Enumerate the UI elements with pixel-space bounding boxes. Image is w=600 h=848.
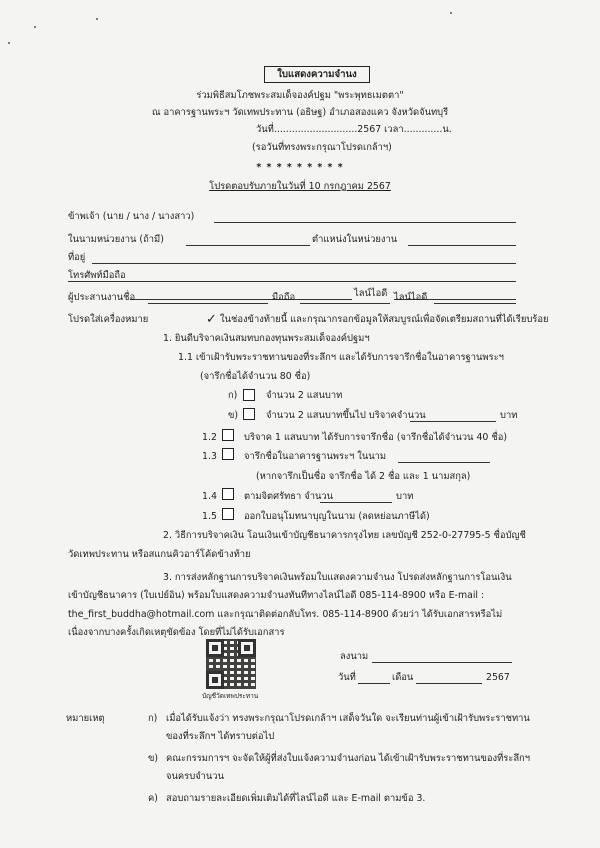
- form-title: ใบแสดงความจำนง: [264, 66, 370, 83]
- signature-field[interactable]: [372, 662, 512, 663]
- section-3-line-4: เนื่องจากบางครั้งเกิดเหตุขัดข้อง โดยที่ไม่ได้รับเอกสาร: [68, 627, 285, 638]
- sign-month-label: เดือน: [392, 672, 414, 683]
- star-divider: * * * * * * * * *: [256, 162, 344, 173]
- coordinator-name-field[interactable]: [148, 303, 268, 304]
- section-2-line-1: 2. วิธีการบริจาคเงิน โอนเงินเข้าบัญชีธนาคารกรุงไทย เลขบัญชี 252-0-27795-5 ชื่อบัญชี: [163, 530, 526, 541]
- remark-b-line-1: คณะกรรมการฯ จะจัดให้ผู้ที่ส่งใบแจ้งความจำนงก่อน ได้เข้าเฝ้ารับพระราชทานของที่ระลึกฯ: [166, 753, 530, 764]
- instruction-text: ในช่องข้างท้ายนี้ และกรุณากรอกข้อมูลให้สมบูรณ์เพื่อจัดเตรียมสถานที่ได้เรียบร้อย: [220, 314, 549, 325]
- name-field[interactable]: [214, 222, 516, 223]
- mobile-field[interactable]: [130, 299, 352, 300]
- section-1-heading: 1. ยินดีบริจาคเงินสมทบกองทุนพระสมเด็จองค์ปฐมฯ: [163, 333, 370, 344]
- section-2-line-2: วัดเทพประทาน หรือสแกนคิวอาร์โค้ดข้างท้าย: [68, 549, 251, 560]
- bank-qr-code: [206, 639, 256, 689]
- coordinator-line-field[interactable]: [434, 303, 516, 304]
- section-1-5-number: 1.5: [202, 511, 217, 522]
- position-field[interactable]: [408, 245, 516, 246]
- section-1-3-note: (หากจารึกเป็นชื่อ จารึกชื่อ ได้ 2 ชื่อ และ 1 นามสกุล): [256, 471, 471, 482]
- section-1-2-text: บริจาค 1 แสนบาท ได้รับการจารึกชื่อ (จารึกชื่อได้จำนวน 40 ชื่อ): [244, 432, 507, 443]
- section-1-4-text: ตามจิตศรัทธา จำนวน: [244, 491, 334, 502]
- section-3-line-1: 3. การส่งหลักฐานการบริจาคเงินพร้อมใบแสดงความจำนง โปรดส่งหลักฐานการโอนเงิน: [163, 572, 512, 583]
- check-mark-icon: ✓: [206, 312, 217, 327]
- scan-speck: [450, 12, 452, 14]
- remark-a-label: ก): [148, 713, 158, 724]
- mobile-label: โทรศัพท์มือถือ: [68, 270, 126, 281]
- section-1-4-amount-field[interactable]: [320, 502, 392, 503]
- option-a-label: ก): [228, 390, 238, 401]
- section-1-3-number: 1.3: [202, 451, 217, 462]
- remarks-heading: หมายเหตุ: [66, 713, 105, 724]
- section-1-2-checkbox[interactable]: [222, 429, 234, 441]
- section-3-line-2: เข้าบัญชีธนาคาร (ใบเปย์อิน) พร้อมใบแสดงความจำนงทันทีทางไลน์ไอดี 085-114-8900 หรือ E-mail :: [68, 590, 485, 601]
- remark-b-label: ข): [148, 753, 159, 764]
- remark-b-line-2: จนครบจำนวน: [166, 771, 224, 782]
- date-time-line: วันที่............................2567 เวลา.............น.: [256, 124, 452, 135]
- qr-finder-pattern: [206, 639, 224, 657]
- section-3-line-3: the_first_buddha@hotmail.com และกรุณาติดต่อกลับโทร. 085-114-8900 ด้วยว่า ได้รับเอกสารหรือไม่: [68, 609, 503, 620]
- section-1-2-number: 1.2: [202, 432, 217, 443]
- scan-speck: [96, 18, 98, 20]
- option-a-text: จำนวน 2 แสนบาท: [266, 390, 343, 401]
- section-1-3-name-field[interactable]: [398, 462, 490, 463]
- option-b-text: จำนวน 2 แสนบาทขึ้นไป บริจาคจำนวน: [266, 410, 426, 421]
- address-field-2[interactable]: [68, 281, 516, 282]
- coordinator-line-label: ไลน์ไอดี: [394, 292, 428, 303]
- coordinator-mobile-label: มือถือ: [272, 292, 296, 303]
- remark-c-line-1: สอบถามรายละเอียดเพิ่มเติมได้ที่ไลน์ไอดี และ E-mail ตามข้อ 3.: [166, 793, 426, 804]
- coordinator-mobile-field[interactable]: [300, 303, 390, 304]
- remark-a-line-1: เมื่อได้รับแจ้งว่า ทรงพระกรุณาโปรดเกล้าฯ เสด็จวันใด จะเรียนท่านผู้เข้าเฝ้ารับพระราชทาน: [166, 713, 530, 724]
- option-b-amount-field[interactable]: [410, 421, 496, 422]
- position-label: ตำแหน่งในหน่วยงาน: [312, 234, 398, 245]
- section-1-4-number: 1.4: [202, 491, 217, 502]
- remark-a-line-2: ของที่ระลึกฯ ได้ทราบต่อไป: [166, 731, 275, 742]
- scan-speck: [34, 26, 36, 28]
- signature-label: ลงนาม: [340, 651, 369, 662]
- qr-finder-pattern: [206, 671, 224, 689]
- section-1-5-checkbox[interactable]: [222, 508, 234, 520]
- section-1-1-text: 1.1 เข้าเฝ้ารับพระราชทานของที่ระลึกฯ และได้รับการจารึกชื่อในอาคารฐานพระฯ: [178, 352, 504, 363]
- address-field[interactable]: [92, 263, 516, 264]
- line-id-label: ไลน์ไอดี: [354, 288, 388, 299]
- section-1-4-unit: บาท: [396, 491, 414, 502]
- section-1-4-checkbox[interactable]: [222, 488, 234, 500]
- option-b-unit: บาท: [500, 410, 518, 421]
- sign-date-label: วันที่: [338, 672, 356, 683]
- org-label: ในนามหน่วยงาน (ถ้ามี): [68, 234, 164, 245]
- sign-day-field[interactable]: [358, 683, 390, 684]
- section-1-3-checkbox[interactable]: [222, 448, 234, 460]
- sign-year: 2567: [486, 672, 510, 683]
- section-1-1-note: (จารึกชื่อได้จำนวน 80 ชื่อ): [200, 371, 311, 382]
- name-label: ข้าพเจ้า (นาย / นาง / นางสาว): [68, 211, 195, 222]
- qr-caption: บัญชีวัดเทพประทาน: [202, 692, 259, 700]
- waiting-note: (รอวันที่ทรงพระกรุณาโปรดเกล้าฯ): [252, 142, 392, 153]
- section-1-5-text: ออกใบอนุโมทนาบุญในนาม (ลดหย่อนภาษีได้): [244, 511, 430, 522]
- section-1-3-text: จารึกชื่อในอาคารฐานพระฯ ในนาม: [244, 451, 387, 462]
- reply-deadline: โปรดตอบรับภายในวันที่ 10 กรกฎาคม 2567: [209, 181, 391, 192]
- org-field[interactable]: [186, 245, 310, 246]
- venue-line: ณ อาคารฐานพระฯ วัดเทพประทาน (อธิษฐ) อำเภอสองแคว จังหวัดจันทบุรี: [151, 107, 449, 118]
- address-label: ที่อยู่: [68, 252, 86, 263]
- sign-month-field[interactable]: [416, 683, 482, 684]
- option-b-label: ข): [228, 410, 239, 421]
- scan-speck: [8, 42, 10, 44]
- option-b-checkbox[interactable]: [243, 408, 255, 420]
- coordinator-label: ผู้ประสานงานชื่อ: [68, 292, 136, 303]
- option-a-checkbox[interactable]: [243, 389, 255, 401]
- instruction-prefix: โปรดใส่เครื่องหมาย: [68, 314, 149, 325]
- qr-finder-pattern: [238, 639, 256, 657]
- remark-c-label: ค): [148, 793, 158, 804]
- ceremony-line: ร่วมพิธีสมโภชพระสมเด็จองค์ปฐม "พระพุทธเมตตา": [196, 90, 404, 101]
